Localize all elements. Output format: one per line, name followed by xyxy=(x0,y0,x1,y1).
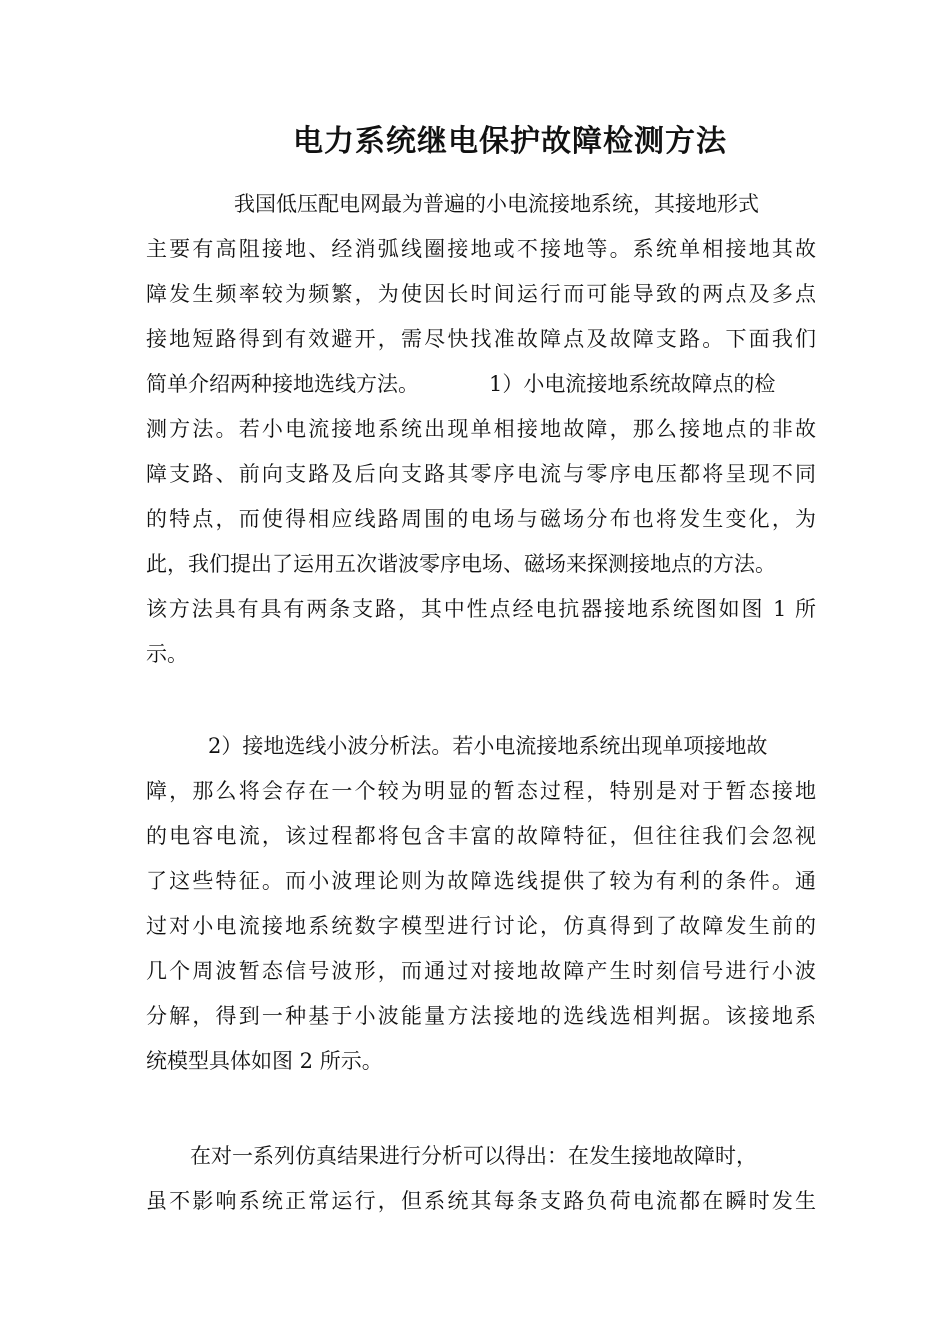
text-line: 了这些特征。而小波理论则为故障选线提供了较为有利的条件。通 xyxy=(146,869,816,893)
text-line: 接地短路得到有效避开，需尽快找准故障点及故障支路。下面我们 xyxy=(146,327,816,351)
text-line: 主要有高阻接地、经消弧线圈接地或不接地等。系统单相接地其故 xyxy=(146,237,816,261)
paragraph-1 xyxy=(146,182,816,677)
text-line: 障发生频率较为频繁，为使因长时间运行而可能导致的两点及多点 xyxy=(146,282,816,306)
text-line: 统模型具体如图 2 所示。 xyxy=(146,1049,383,1073)
text-segment: 1）小电流接地系统故障点的检 xyxy=(489,372,776,396)
text-line: 过对小电流接地系统数字模型进行讨论，仿真得到了故障发生前的 xyxy=(146,914,816,938)
text-line: 示。 xyxy=(146,642,188,666)
text-line: 障支路、前向支路及后向支路其零序电流与零序电压都将呈现不同 xyxy=(146,462,816,486)
text-line: 的电容电流，该过程都将包含丰富的故障特征，但往往我们会忽视 xyxy=(146,824,816,848)
paragraph-2 xyxy=(146,724,816,1084)
text-line: 测方法。若小电流接地系统出现单相接地故障，那么接地点的非故 xyxy=(146,417,816,441)
text-line: 几个周波暂态信号波形，而通过对接地故障产生时刻信号进行小波 xyxy=(146,959,816,983)
text-line: 虽不影响系统正常运行，但系统其每条支路负荷电流都在瞬时发生 xyxy=(146,1189,816,1213)
document-title: 电力系统继电保护故障检测方法 xyxy=(293,124,727,159)
text-line-mixed xyxy=(146,362,816,407)
text-line: 此，我们提出了运用五次谐波零序电场、磁场来探测接地点的方法。 xyxy=(146,552,776,576)
text-line: 的特点，而使得相应线路周围的电场与磁场分布也将发生变化，为 xyxy=(146,507,816,531)
text-line: 分解，得到一种基于小波能量方法接地的选线选相判据。该接地系 xyxy=(146,1004,816,1028)
text-line: 障，那么将会存在一个较为明显的暂态过程，特别是对于暂态接地 xyxy=(146,779,816,803)
text-line: 2）接地选线小波分析法。若小电流接地系统出现单项接地故 xyxy=(208,734,768,758)
text-segment: 简单介绍两种接地选线方法。 xyxy=(146,372,419,396)
text-line: 该方法具有具有两条支路，其中性点经电抗器接地系统图如图 1 所 xyxy=(146,597,816,621)
text-line: 在对一系列仿真结果进行分析可以得出：在发生接地故障时， xyxy=(190,1144,757,1168)
text-line: 我国低压配电网最为普遍的小电流接地系统，其接地形式 xyxy=(234,192,759,216)
paragraph-3 xyxy=(146,1134,816,1224)
